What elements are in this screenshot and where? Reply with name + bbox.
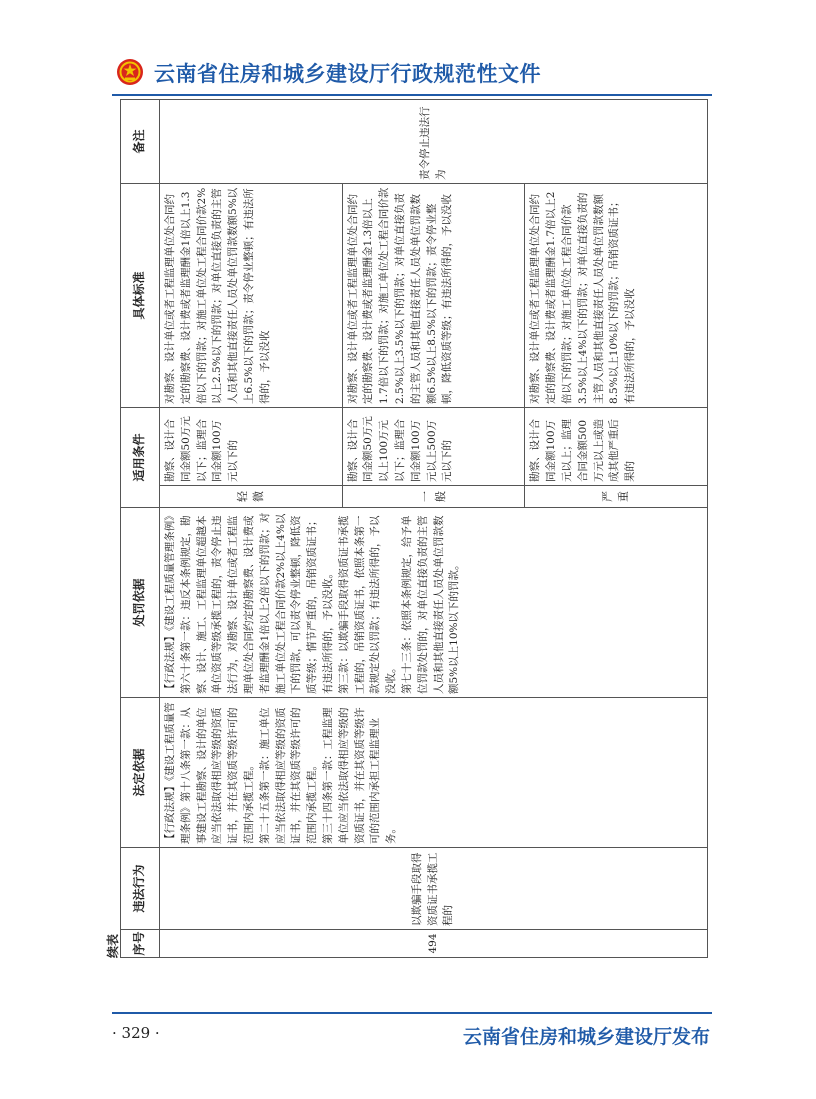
- legal-basis-para: 第三十四条第一款：工程监理单位应当依法取得相应等级的资质证书，并在其资质等级许可的范围内承担工程监理业务。: [321, 707, 398, 844]
- penalty-basis-para: 第三款：以欺骗手段取得资质证书承揽工程的，吊销资质证书，依照本条第一款规定处以罚款；有违法所得的，予以没收。: [337, 515, 398, 694]
- document-title: 云南省住房和城乡建设厅行政规范性文件: [154, 62, 541, 86]
- legal-basis-para: 第二十五条第一款：施工单位应当依法取得相应等级的资质证书，并在其资质等级许可的范围内承揽工程。: [258, 707, 319, 844]
- tier-level-minor: 轻微: [160, 486, 343, 508]
- tier-level-serious: 严重: [525, 486, 708, 508]
- note-cell: 责令停止违法行为: [160, 99, 708, 183]
- table-header-row: [121, 99, 160, 957]
- violation-cell: 以欺骗手段取得资质证书承揽工程的: [160, 848, 708, 930]
- tier-level-general: 一般: [342, 486, 525, 508]
- page-number: · 329 ·: [112, 1024, 160, 1042]
- table-row: [160, 99, 343, 957]
- col-header-penalty-basis: 处罚依据: [121, 508, 160, 698]
- col-header-condition: 适用条件: [121, 407, 160, 507]
- tier-standard-serious: 对勘察、设计单位或者工程监理单位处合同约定的勘察费、设计费或者监理酬金1.7倍以上2倍以下的罚款；对施工单位处工程合同价款3.5%以上4%以下的罚款；对单位直接负责的主管人员和其他直接责任人员处单位罚款数额8.5%以上10%以下的罚款；吊销资质证书；有违法所得的，予以没收: [525, 183, 708, 407]
- national-emblem-icon: [116, 58, 144, 86]
- col-header-note: 备注: [121, 99, 160, 183]
- header-divider: [112, 94, 712, 96]
- document-header: [112, 54, 712, 94]
- row-index: 494: [160, 930, 708, 958]
- tier-condition-serious: 勘察、设计合同金额100万元以上；监理合同金额500万元以上或造成其他严重后果的: [525, 407, 708, 485]
- tier-standard-general: 对勘察、设计单位或者工程监理单位处合同约定的勘察费、设计费或者监理酬金1.3倍以上1.7倍以下的罚款；对施工单位处工程合同价款2.5%以上3.5%以下的罚款；对单位直接负责的主管人员和其他直接责任人员处单位罚款数额6.5%以上8.5%以下的罚款；责令停业整顿，降低资质等级；有违法所得的，予以没收: [342, 183, 525, 407]
- legal-basis-cell: [160, 698, 708, 848]
- rotated-table-container: [106, 100, 708, 958]
- tier-condition-general: 勘察、设计合同金额50万元以上100万元以下；监理合同金额100万元以上500万元以下的: [342, 407, 525, 485]
- tier-condition-minor: 勘察、设计合同金额50万元以下；监理合同金额100万元以下的: [160, 407, 343, 485]
- tier-standard-minor: 对勘察、设计单位或者工程监理单位处合同约定的勘察费、设计费或者监理酬金1倍以上1.3倍以下的罚款；对施工单位处工程合同价款2%以上2.5%以下的罚款；对单位直接负责的主管人员和其他直接责任人员处单位罚款数额5%以上6.5%以下的罚款；责令停业整顿；有违法所得的，予以没收: [160, 183, 343, 407]
- penalty-standard-table: [120, 99, 708, 958]
- col-header-index: 序号: [121, 930, 160, 958]
- footer-publisher: 云南省住房和城乡建设厅发布: [462, 1026, 710, 1048]
- legal-basis-para: 【行政法规】《建设工程质量管理条例》第十八条第一款：从事建设工程勘察、设计的单位应当依法取得相应等级的资质证书，并在其资质等级许可的范围内承揽工程。: [164, 702, 255, 844]
- col-header-violation: 违法行为: [121, 848, 160, 930]
- penalty-basis-para: 【行政法规】《建设工程质量管理条例》第六十条第一款：违反本条例规定，勘察、设计、施工、工程监理单位超越本单位资质等级承揽工程的，责令停止违法行为，对勘察、设计单位或者工程监理单位处合同约定的勘察费、设计费或者监理酬金1倍以上2倍以下的罚款；对施工单位处工程合同价款2%以上4%以下的罚款，可以责令停业整顿，降低资质等级；情节严重的，吊销资质证书；有违法所得的，予以没收。: [164, 512, 334, 694]
- penalty-basis-cell: [160, 508, 708, 698]
- col-header-legal-basis: 法定依据: [121, 698, 160, 848]
- penalty-basis-para: 第七十三条：依照本条例规定，给予单位罚款处罚的，对单位直接负责的主管人员和其他直接责任人员处单位罚款数额5%以上10%以下的罚款。: [400, 515, 461, 694]
- footer-divider: [112, 1012, 712, 1014]
- continued-label: 续表: [106, 933, 120, 958]
- col-header-standard: 具体标准: [121, 183, 160, 407]
